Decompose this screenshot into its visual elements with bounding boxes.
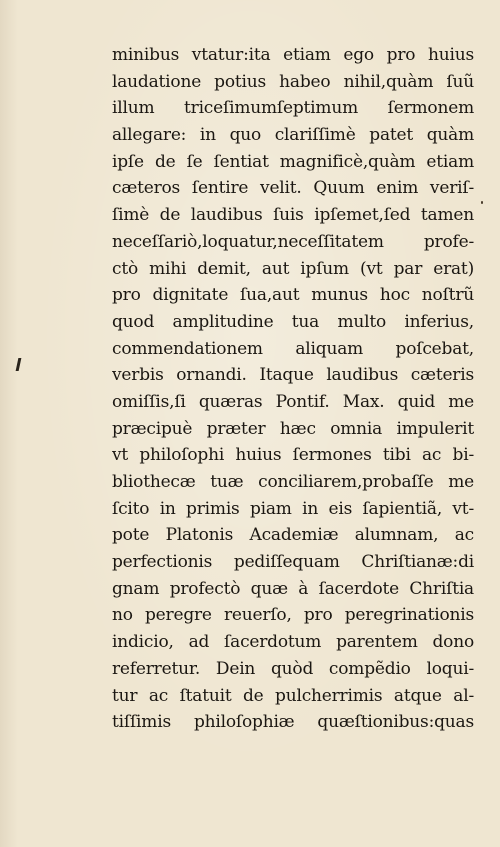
ink-speck [481, 201, 483, 204]
text-line: ipſe de ſe ſentiat magnificè,quàm etiam [112, 151, 474, 172]
text-line: verbis ornandi. Itaque laudibus cæteris [112, 365, 474, 386]
text-line: pro dignitate ſua,aut munus hoc noſtrũ [112, 285, 474, 306]
margin-mark [16, 358, 22, 371]
text-line: minibus vtatur:ita etiam ego pro huius [112, 45, 474, 65]
text-line: allegare: in quo clariſſimè patet quàm [112, 125, 474, 146]
text-line: quod amplitudine tua multo inferius, [112, 311, 474, 332]
text-line: indicio, ad ſacerdotum parentem dono [112, 632, 474, 653]
text-line: bliothecæ tuæ conciliarem,probaſſe me [112, 472, 474, 492]
text-line: commendationem aliquam poſcebat, [112, 338, 474, 359]
text-line: pote Platonis Academiæ alumnam, ac [112, 525, 474, 546]
text-line: tiſſimis philoſophiæ quæſtionibus:quas [112, 712, 474, 733]
text-line: ſimè de laudibus ſuis ipſemet,ſed tamen [112, 205, 474, 226]
text-line: no peregre reuerſo, pro peregrinationis [112, 605, 474, 626]
text-line: tur ac ſtatuit de pulcherrimis atque al- [112, 685, 474, 706]
text-line: ſcito in primis piam in eis ſapientiã, vt- [112, 498, 474, 519]
text-line: omiſſis,ſi quæras Pontif. Max. quid me [112, 391, 474, 412]
text-line: laudatione potius habeo nihil,quàm ſuũ [112, 71, 474, 92]
text-line: cæteros ſentire velit. Quum enim veriſ- [112, 178, 474, 199]
text-line: gnam profectò quæ à ſacerdote Chriſtia [112, 578, 474, 599]
text-line: illum triceſimumſeptimum ſermonem [112, 98, 474, 119]
text-line: perfectionis pediſſequam Chriſtianæ:di [112, 552, 474, 573]
text-line: referretur. Dein quòd compẽdio loqui- [112, 658, 474, 679]
text-line: ctò mihi demit, aut ipſum (vt par erat) [112, 258, 474, 279]
text-line: præcipuè præter hæc omnia impulerit [112, 418, 474, 439]
text-line: neceſſariò,loquatur,neceſſitatem profe- [112, 231, 474, 252]
text-block [112, 42, 474, 736]
text-line: vt philoſophi huius ſermones tibi ac bi- [112, 445, 474, 466]
